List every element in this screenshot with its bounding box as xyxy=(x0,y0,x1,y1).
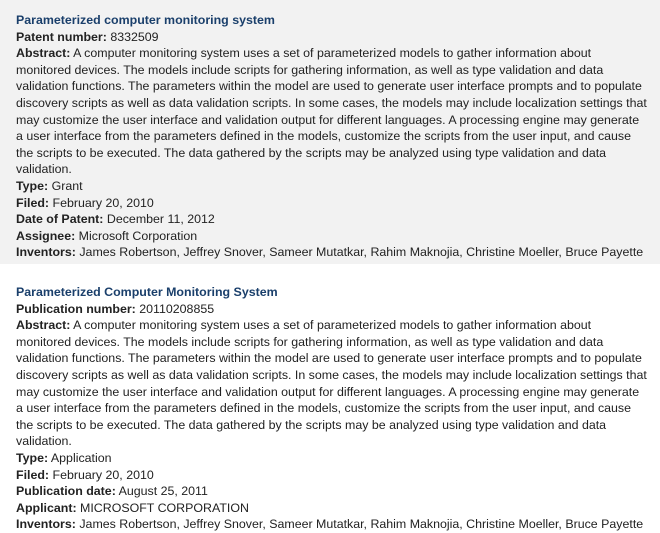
publication-date-label: Publication date: xyxy=(16,484,116,499)
type-label: Type: xyxy=(16,450,49,465)
filed-label: Filed: xyxy=(16,195,50,210)
abstract-row xyxy=(16,317,648,450)
publication-title-link[interactable]: Parameterized Computer Monitoring System xyxy=(16,285,278,299)
publication-result xyxy=(0,264,660,532)
abstract-label: Abstract: xyxy=(16,46,71,61)
inventors-row xyxy=(16,516,648,533)
assignee-value: Microsoft Corporation xyxy=(78,228,198,243)
filed-value: February 20, 2010 xyxy=(52,467,154,482)
assignee-label: Assignee: xyxy=(16,228,76,243)
publication-date-value: August 25, 2011 xyxy=(118,484,208,499)
assignee-row xyxy=(16,228,648,245)
filed-value: February 20, 2010 xyxy=(52,195,154,210)
abstract-text: A computer monitoring system uses a set of parameterized models to gather information about monitored devices. The models include scripts for gathering information, as well as type validation and data validation functions. The parameters within the model are used to generate user interface prompts and to populate discovery scripts as well as data validation scripts. In some cases, the models may include localization settings that may customize the user interface and validation output for different languages. A processing engine may generate a user interface from the parameters defined in the models, customize the scripts from the user input, and cause the scripts to be executed. The data gathered by the scripts may be analyzed using type validation and data validation. xyxy=(16,318,647,449)
filed-label: Filed: xyxy=(16,467,50,482)
abstract-row xyxy=(16,45,648,178)
filed-row xyxy=(16,195,648,212)
applicant-label: Applicant: xyxy=(16,500,77,515)
applicant-value: MICROSOFT CORPORATION xyxy=(80,500,249,515)
inventors-label: Inventors: xyxy=(16,517,76,532)
date-row xyxy=(16,211,648,228)
patent-number-row xyxy=(16,29,648,46)
inventors-value: James Robertson, Jeffrey Snover, Sameer Mutatkar, Rahim Maknojia, Christine Moeller, Bruce Payette xyxy=(79,517,644,532)
date-label: Date of Patent: xyxy=(16,212,104,227)
patent-title-link[interactable]: Parameterized computer monitoring system xyxy=(16,13,275,27)
inventors-row xyxy=(16,244,648,261)
abstract-text: A computer monitoring system uses a set of parameterized models to gather information about monitored devices. The models include scripts for gathering information, as well as type validation and data validation functions. The parameters within the model are used to generate user interface prompts and to populate discovery scripts as well as data validation scripts. In some cases, the models may include localization settings that may customize the user interface and validation output for different languages. A processing engine may generate a user interface from the parameters defined in the models, customize the scripts from the user input, and cause the scripts to be executed. The data gathered by the scripts may be analyzed using type validation and data validation. xyxy=(16,46,647,177)
patent-number-label: Patent number: xyxy=(16,29,107,44)
filed-row xyxy=(16,467,648,484)
abstract-label: Abstract: xyxy=(16,318,71,333)
publication-number-row xyxy=(16,301,648,318)
applicant-row xyxy=(16,500,648,517)
inventors-value: James Robertson, Jeffrey Snover, Sameer Mutatkar, Rahim Maknojia, Christine Moeller, Bruce Payette xyxy=(79,245,644,260)
type-row xyxy=(16,450,648,467)
type-label: Type: xyxy=(16,178,49,193)
patent-number-value: 8332509 xyxy=(110,29,159,44)
publication-number-label: Publication number: xyxy=(16,301,136,316)
patent-result xyxy=(0,0,660,264)
publication-date-row xyxy=(16,483,648,500)
type-value: Grant xyxy=(51,178,83,193)
type-row xyxy=(16,178,648,195)
publication-number-value: 20110208855 xyxy=(139,301,215,316)
date-value: December 11, 2012 xyxy=(106,212,215,227)
type-value: Application xyxy=(50,450,112,465)
inventors-label: Inventors: xyxy=(16,245,76,260)
